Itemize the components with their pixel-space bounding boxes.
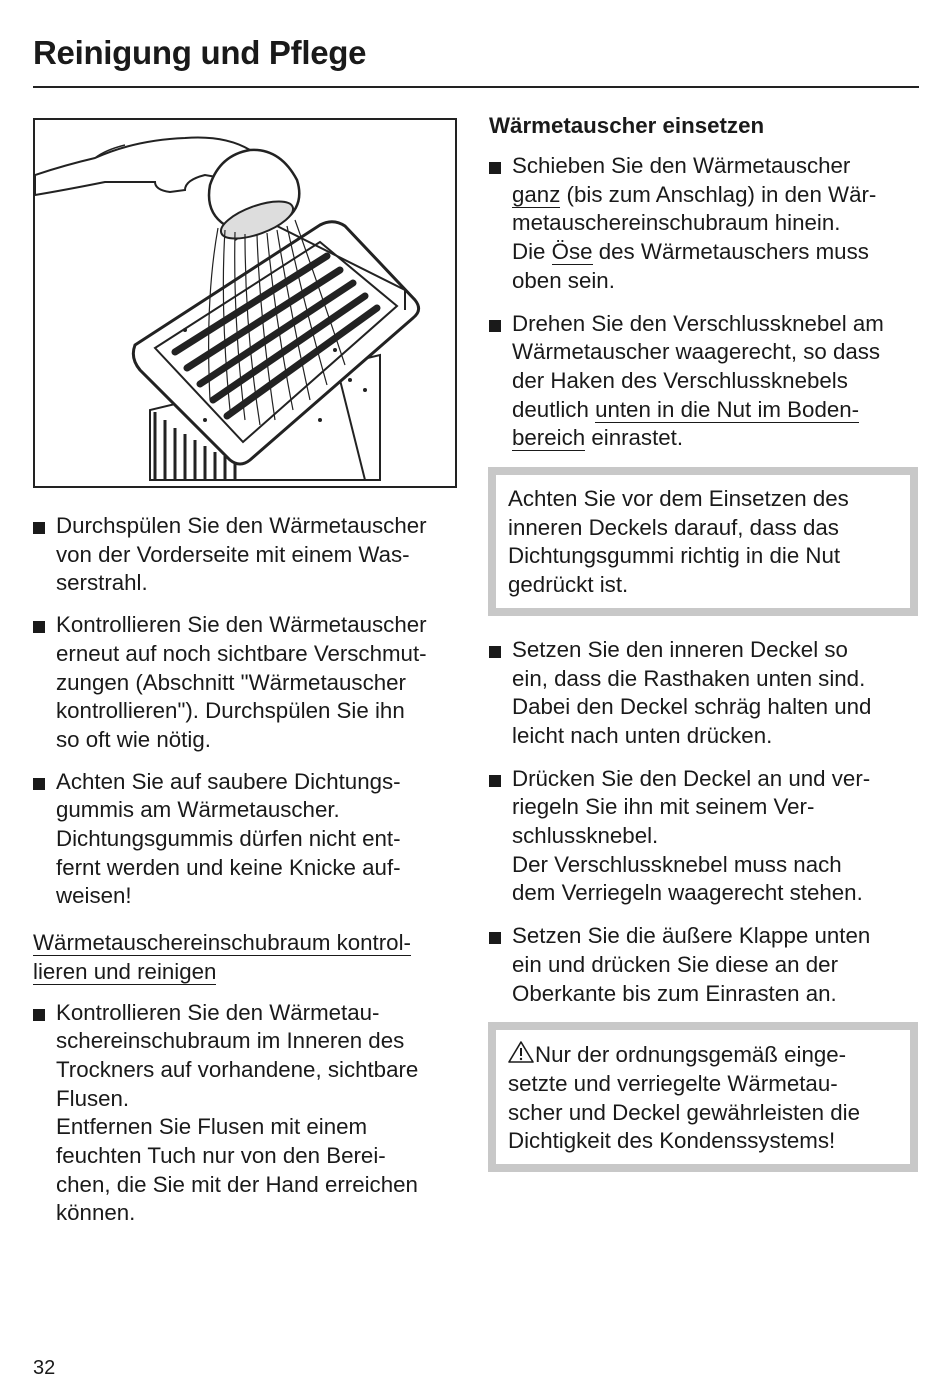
bullet-square-icon xyxy=(489,646,501,658)
underlined-text: unten in die Nut im Boden- xyxy=(595,396,860,422)
text-line: dem Verriegeln waagerecht stehen. xyxy=(512,880,863,906)
bullet-square-icon xyxy=(33,522,45,534)
section-heading: Wärmetauscher einsetzen xyxy=(489,113,765,138)
title-divider xyxy=(33,86,919,88)
text-line: erneut auf noch sichtbare Verschmut- xyxy=(56,640,427,666)
text-line: Der Verschlussknebel muss nach xyxy=(512,851,842,877)
text-line: Setzen Sie die äußere Klappe unten xyxy=(512,923,871,949)
text-line: schlussknebel. xyxy=(512,823,659,849)
text-line: inneren Deckels darauf, dass das xyxy=(508,514,839,540)
bullet-square-icon xyxy=(489,320,501,332)
note-box xyxy=(488,467,918,616)
bullet-square-icon xyxy=(33,778,45,790)
text-line: kontrollieren"). Durchspülen Sie ihn xyxy=(56,698,405,724)
list-item xyxy=(33,512,463,598)
bullet-square-icon xyxy=(489,932,501,944)
rinse-instructions-list xyxy=(33,512,463,911)
compartment-instructions-list xyxy=(33,999,463,1229)
text-line: Achten Sie vor dem Einsetzen des xyxy=(508,486,849,512)
text-span: einrastet. xyxy=(585,425,684,451)
text-line: der Haken des Verschlussknebels xyxy=(512,367,848,393)
text-line xyxy=(512,181,921,210)
text-line: Flusen. xyxy=(56,1085,130,1111)
insert-instructions-list xyxy=(489,152,921,453)
text-line: Entfernen Sie Flusen mit einem xyxy=(56,1114,368,1140)
text-line xyxy=(512,238,921,267)
text-line: setzte und verriegelte Wärmetau- xyxy=(508,1070,838,1096)
text-line: ein, dass die Rasthaken unten sind. xyxy=(512,665,866,691)
text-line: serstrahl. xyxy=(56,570,148,596)
text-line: Drücken Sie den Deckel an und ver- xyxy=(512,765,871,791)
underlined-text: ganz xyxy=(512,181,561,207)
list-item xyxy=(33,611,463,755)
illustration-drawing xyxy=(35,120,457,488)
text-line: Kontrollieren Sie den Wärmetauscher xyxy=(56,612,427,638)
text-line: Dichtigkeit des Kondenssystems! xyxy=(508,1128,836,1154)
list-item xyxy=(33,999,463,1229)
text-line: Oberkante bis zum Einrasten an. xyxy=(512,980,837,1006)
text-line: Dabei den Deckel schräg halten und xyxy=(512,694,872,720)
section-subheading xyxy=(33,929,443,986)
text-line: gummis am Wärmetauscher. xyxy=(56,797,340,823)
text-line xyxy=(512,424,921,453)
text-line: Trockners auf vorhandene, sichtbare xyxy=(56,1056,419,1082)
text-line: Achten Sie auf saubere Dichtungs- xyxy=(56,768,401,794)
list-item xyxy=(33,768,463,912)
subheading-line: Wärmetauschereinschubraum kontrol- xyxy=(33,930,411,956)
bullet-square-icon xyxy=(489,775,501,787)
text-line: von der Vorderseite mit einem Was- xyxy=(56,541,410,567)
text-line: Schieben Sie den Wärmetauscher xyxy=(512,153,851,178)
text-line: fernt werden und keine Knicke auf- xyxy=(56,854,401,880)
text-line: weisen! xyxy=(56,883,132,909)
page-title: Reinigung und Pflege xyxy=(33,34,367,71)
page-number: 32 xyxy=(33,1357,56,1379)
text-line xyxy=(508,1040,898,1070)
text-line: Durchspülen Sie den Wärmetauscher xyxy=(56,513,427,538)
text-line: chen, die Sie mit der Hand erreichen xyxy=(56,1171,418,1197)
text-span: Die xyxy=(512,239,552,265)
text-line: gedrückt ist. xyxy=(508,572,629,598)
subheading-line: lieren und reinigen xyxy=(33,958,217,984)
list-item xyxy=(489,636,921,751)
underlined-text: bereich xyxy=(512,425,586,451)
text-line: oben sein. xyxy=(512,267,615,293)
text-line: ein und drücken Sie diese an der xyxy=(512,951,839,977)
text-span: Nur der ordnungsgemäß einge- xyxy=(535,1042,847,1068)
text-line: scher und Deckel gewährleisten die xyxy=(508,1099,860,1125)
warning-box xyxy=(488,1022,918,1172)
text-line: Wärmetauscher waagerecht, so dass xyxy=(512,339,881,365)
list-item xyxy=(489,152,921,296)
text-line xyxy=(512,396,921,425)
text-line: riegeln Sie ihn mit seinem Ver- xyxy=(512,794,815,820)
text-line: Setzen Sie den inneren Deckel so xyxy=(512,636,848,662)
text-line: Dichtungsgummis dürfen nicht ent- xyxy=(56,826,401,852)
text-span: deutlich xyxy=(512,396,596,422)
text-line: können. xyxy=(56,1200,136,1226)
lid-instructions-list xyxy=(489,636,921,1008)
right-column xyxy=(489,112,921,1172)
list-item xyxy=(489,765,921,909)
warning-triangle-icon xyxy=(508,1040,534,1064)
text-span: (bis zum Anschlag) in den Wär- xyxy=(560,181,877,207)
list-item xyxy=(489,922,921,1008)
text-line: schereinschubraum im Inneren des xyxy=(56,1028,405,1054)
text-line: Dichtungsgummi richtig in die Nut xyxy=(508,543,841,569)
list-item xyxy=(489,310,921,454)
rinsing-heat-exchanger-illustration xyxy=(33,118,457,488)
bullet-square-icon xyxy=(33,1009,45,1021)
underlined-text: Öse xyxy=(551,239,593,265)
text-span: des Wärmetauschers muss xyxy=(592,239,869,265)
text-line: metauschereinschubraum hinein. xyxy=(512,210,841,236)
text-line: zungen (Abschnitt "Wärmetauscher xyxy=(56,669,406,695)
bullet-square-icon xyxy=(33,621,45,633)
text-line: leicht nach unten drücken. xyxy=(512,722,773,748)
text-line: Kontrollieren Sie den Wärmetau- xyxy=(56,999,380,1025)
bullet-square-icon xyxy=(489,162,501,174)
text-line: so oft wie nötig. xyxy=(56,726,211,752)
text-line: Drehen Sie den Verschlussknebel am xyxy=(512,310,884,336)
left-column xyxy=(33,118,463,1241)
text-line: feuchten Tuch nur von den Berei- xyxy=(56,1143,386,1169)
